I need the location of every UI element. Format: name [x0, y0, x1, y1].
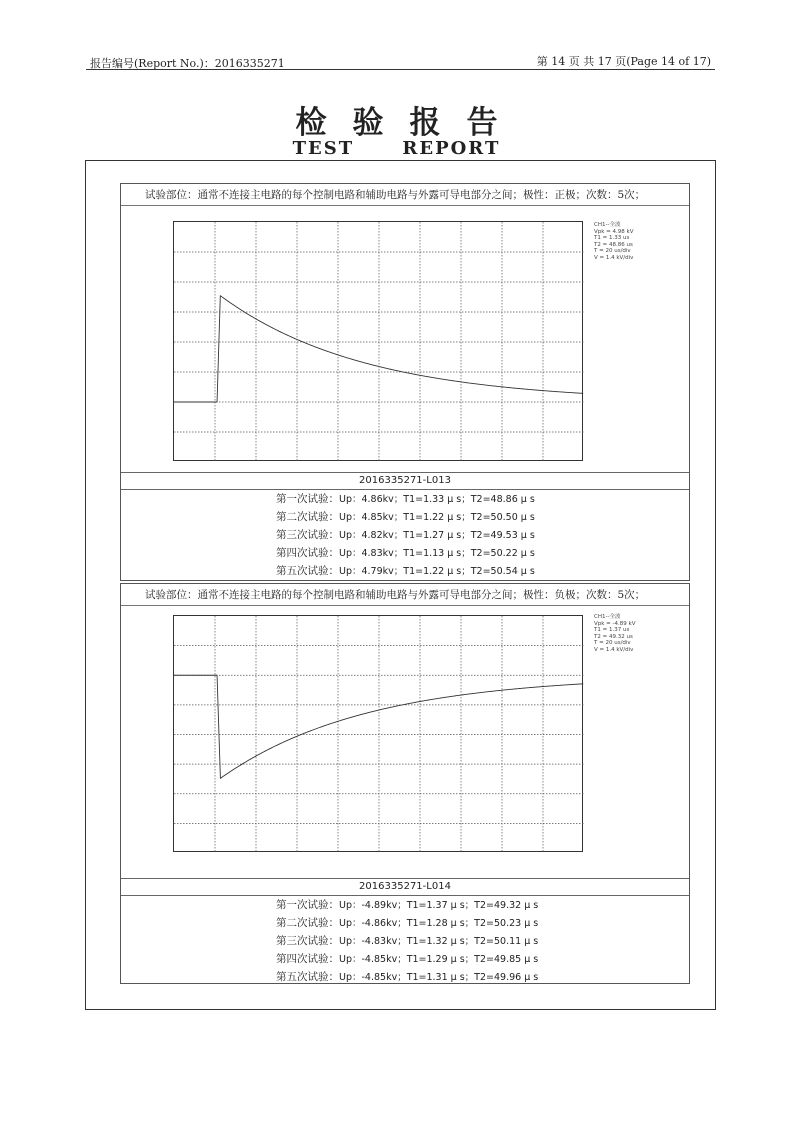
- scope-readout-line: Vpk = 4.98 kV: [594, 228, 634, 235]
- waveform-plot: [173, 221, 583, 461]
- result-label: 第四次试验：: [276, 953, 339, 965]
- scope-readout-line: T = 20 us/div: [594, 248, 631, 255]
- waveform-svg: [174, 222, 584, 462]
- scope-readout: [594, 614, 635, 654]
- waveform-trace: [174, 675, 583, 778]
- result-row: [121, 544, 689, 562]
- result-row: [121, 914, 689, 932]
- result-value: Up：-4.86kv；T1=1.28 μ s；T2=50.23 μ s: [339, 918, 539, 929]
- result-label: 第二次试验：: [276, 917, 339, 929]
- result-label: 第五次试验：: [276, 971, 339, 983]
- scope-readout: [594, 222, 634, 262]
- result-value: Up：4.85kv；T1=1.22 μ s；T2=50.50 μ s: [339, 512, 535, 523]
- result-value: Up：4.82kv；T1=1.27 μ s；T2=49.53 μ s: [339, 530, 535, 541]
- result-value: Up：-4.83kv；T1=1.32 μ s；T2=50.11 μ s: [339, 936, 539, 947]
- result-value: Up：-4.85kv；T1=1.29 μ s；T2=49.85 μ s: [339, 954, 539, 965]
- test-results: [121, 490, 689, 580]
- page-indicator: 第 14 页 共 17 页(Page 14 of 17): [536, 55, 711, 68]
- scope-readout-line: T2 = 49.32 us: [594, 633, 633, 640]
- scope-readout-line: T = 20 us/div: [594, 640, 631, 647]
- test-panel-negative: [120, 583, 690, 984]
- result-value: Up：4.86kv；T1=1.33 μ s；T2=48.86 μ s: [339, 494, 535, 505]
- result-row: [121, 490, 689, 508]
- test-description: 试验部位：通常不连接主电路的每个控制电路和辅助电路与外露可导电部分之间；极性：负极；次数：5次；: [121, 584, 689, 606]
- waveform-plot: [173, 615, 583, 852]
- result-row: [121, 968, 689, 986]
- result-row: [121, 526, 689, 544]
- waveform-svg: [174, 616, 584, 853]
- result-label: 第一次试验：: [276, 493, 339, 505]
- report-title-en: TEST REPORT: [292, 138, 501, 159]
- result-label: 第五次试验：: [276, 565, 339, 577]
- scope-readout-line: T1 = 1.37 us: [594, 627, 630, 634]
- waveform-trace: [174, 295, 583, 402]
- result-label: 第四次试验：: [276, 547, 339, 559]
- scope-readout-line: V = 1.4 kV/div: [594, 254, 634, 261]
- report-title-cn: 检验报告: [295, 105, 524, 141]
- scope-readout-line: T1 = 1.33 us: [594, 235, 630, 242]
- report-number: 报告编号(Report No.)：2016335271: [90, 57, 285, 70]
- waveform-id: 2016335271-L014: [121, 878, 689, 896]
- test-description: 试验部位：通常不连接主电路的每个控制电路和辅助电路与外露可导电部分之间；极性：正极；次数：5次；: [121, 184, 689, 206]
- scope-readout-line: CH1--全波: [594, 614, 621, 620]
- waveform-id: 2016335271-L013: [121, 472, 689, 490]
- result-label: 第三次试验：: [276, 529, 339, 541]
- scope-readout-line: T2 = 48.86 us: [594, 241, 633, 248]
- result-row: [121, 932, 689, 950]
- result-value: Up：-4.89kv；T1=1.37 μ s；T2=49.32 μ s: [339, 900, 539, 911]
- result-label: 第三次试验：: [276, 935, 339, 947]
- result-value: Up：4.83kv；T1=1.13 μ s；T2=50.22 μ s: [339, 548, 535, 559]
- scope-readout-line: Vpk = -4.89 kV: [594, 620, 636, 627]
- result-row: [121, 508, 689, 526]
- result-row: [121, 562, 689, 580]
- result-value: Up：-4.85kv；T1=1.31 μ s；T2=49.96 μ s: [339, 972, 539, 983]
- scope-readout-line: V = 1.4 kV/div: [594, 646, 634, 653]
- result-row: [121, 950, 689, 968]
- result-row: [121, 896, 689, 914]
- result-label: 第二次试验：: [276, 511, 339, 523]
- header-divider: [86, 69, 715, 70]
- result-label: 第一次试验：: [276, 899, 339, 911]
- test-results: [121, 896, 689, 986]
- test-panel-positive: [120, 183, 690, 581]
- result-value: Up：4.79kv；T1=1.22 μ s；T2=50.54 μ s: [339, 566, 535, 577]
- scope-readout-line: CH1--全波: [594, 222, 621, 228]
